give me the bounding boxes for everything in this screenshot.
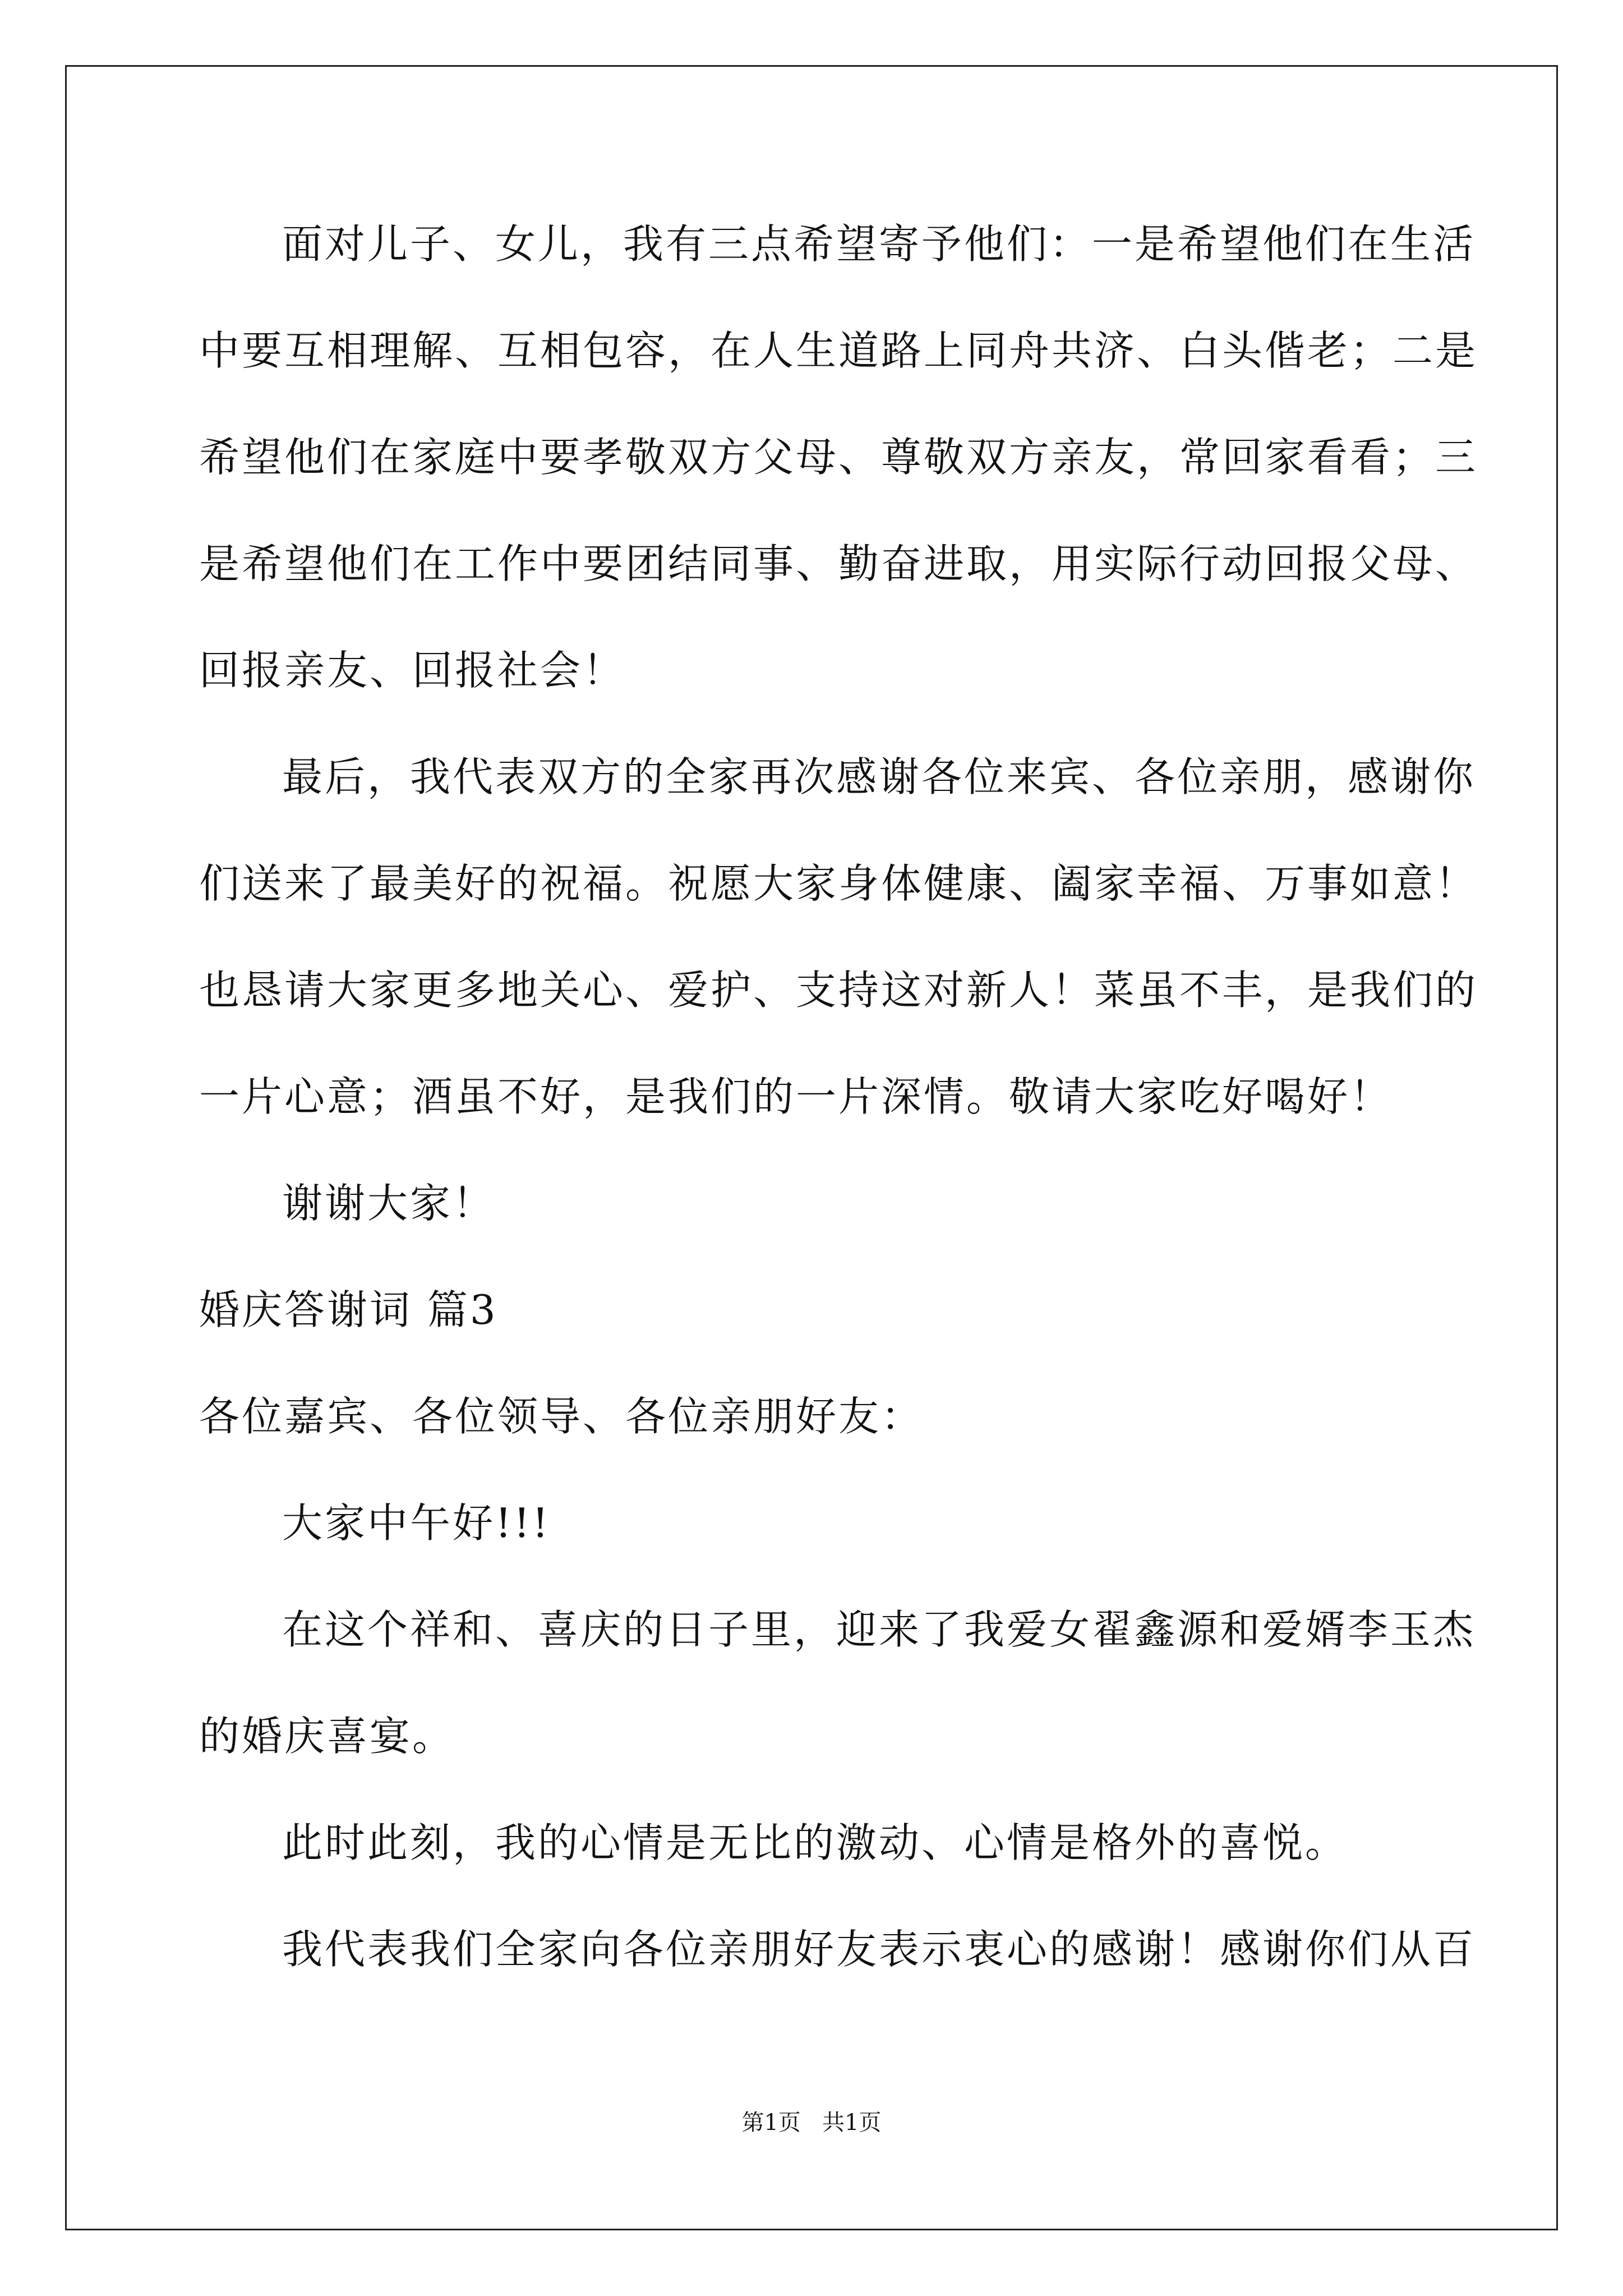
paragraph-line: 希望他们在家庭中要孝敬双方父母、尊敬双方亲友，常回家看看；三 (199, 434, 1478, 481)
paragraph-line: 谢谢大家！ (282, 1180, 496, 1227)
paragraph-line: 也恳请大家更多地关心、爱护、支持这对新人！菜虽不丰，是我们的 (199, 967, 1478, 1014)
paragraph-line: 此时此刻，我的心情是无比的激动、心情是格外的喜悦。 (282, 1819, 1348, 1866)
paragraph-line: 大家中午好!!! (282, 1499, 551, 1547)
section-heading: 婚庆答谢词 篇3 (199, 1286, 498, 1333)
paragraph-line: 在这个祥和、喜庆的日子里，迎来了我爱女翟鑫源和爱婿李玉杰 (282, 1606, 1476, 1653)
paragraph-line: 我代表我们全家向各位亲朋好友表示衷心的感谢！感谢你们从百 (282, 1926, 1476, 1973)
document-body (199, 213, 1478, 2025)
paragraph-line: 一片心意；酒虽不好，是我们的一片深情。敬请大家吃好喝好！ (199, 1073, 1393, 1120)
paragraph-line: 是希望他们在工作中要团结同事、勤奋进取，用实际行动回报父母、 (199, 540, 1478, 587)
page-footer: 第1页 共1页 (741, 2110, 882, 2136)
paragraph-line: 们送来了最美好的祝福。祝愿大家身体健康、阖家幸福、万事如意！ (199, 860, 1478, 907)
paragraph-line: 面对儿子、女儿，我有三点希望寄予他们：一是希望他们在生活 (282, 220, 1476, 268)
salutation-line: 各位嘉宾、各位领导、各位亲朋好友： (199, 1393, 924, 1440)
paragraph-line: 回报亲友、回报社会！ (199, 647, 626, 694)
paragraph-line: 中要互相理解、互相包容，在人生道路上同舟共济、白头偕老；二是 (199, 327, 1478, 374)
paragraph-line: 最后，我代表双方的全家再次感谢各位来宾、各位亲朋，感谢你 (282, 753, 1476, 800)
paragraph-line: 的婚庆喜宴。 (199, 1713, 455, 1760)
